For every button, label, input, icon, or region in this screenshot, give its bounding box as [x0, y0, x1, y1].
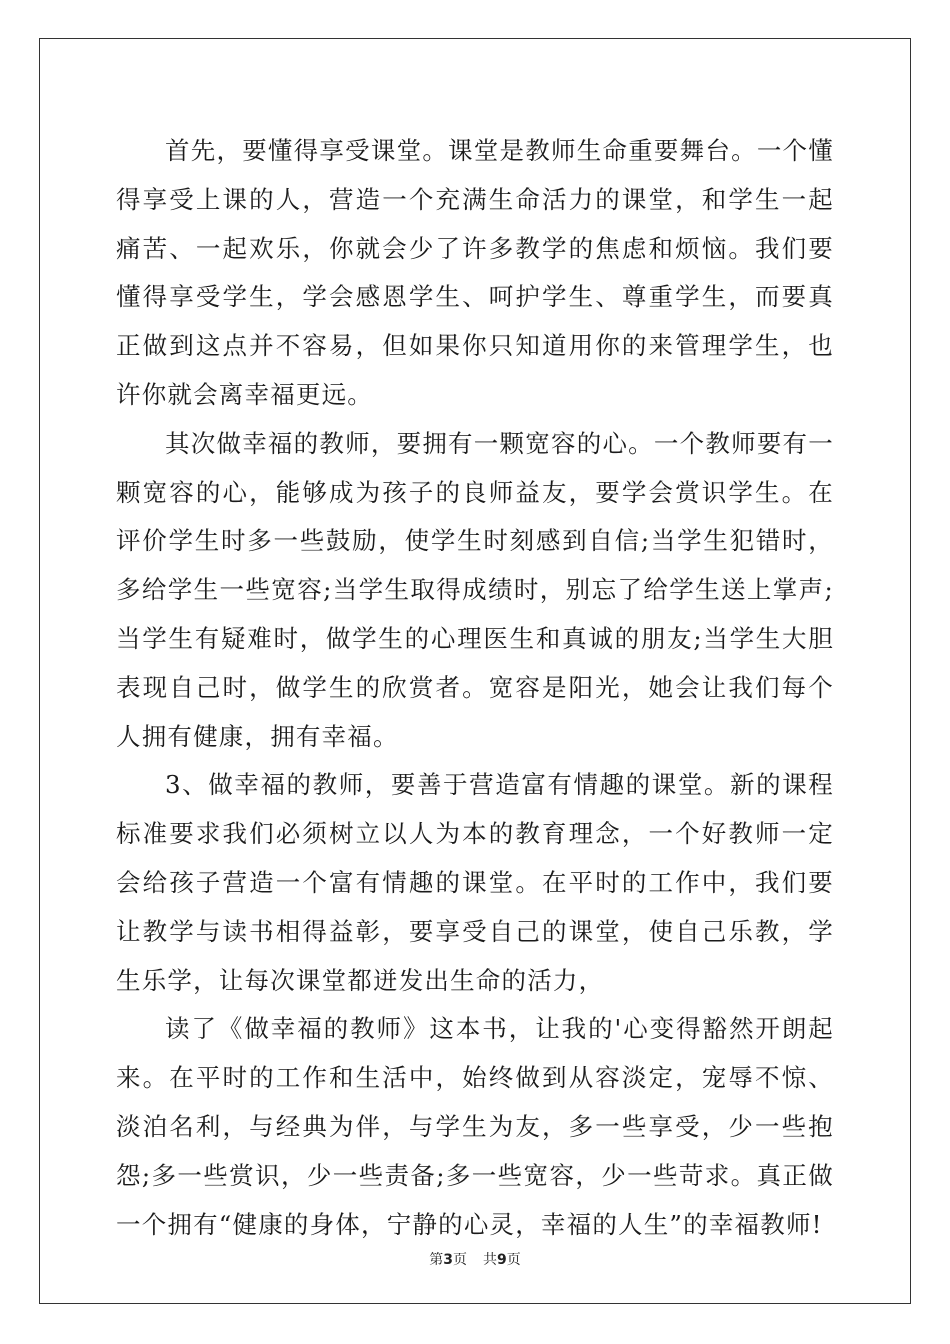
page-suffix: 页 [453, 1252, 467, 1268]
page-prefix: 第 [429, 1252, 444, 1268]
page-footer [0, 1249, 950, 1269]
current-page-number: 3 [443, 1252, 453, 1268]
total-pages-number: 9 [497, 1252, 507, 1268]
total-suffix: 页 [506, 1252, 521, 1268]
paragraph-1: 首先，要懂得享受课堂。课堂是教师生命重要舞台。一个懂得享受上课的人，营造一个充满生命活力的课堂，和学生一起痛苦、一起欢乐，你就会少了许多教学的焦虑和烦恼。我们要懂得享受学生，学会感恩学生、呵护学生、尊重学生，而要真正做到这点并不容易，但如果你只知道用你的来管理学生，也许你就会离幸福更远。 [116, 136, 834, 409]
paragraph-2: 其次做幸福的教师，要拥有一颗宽容的心。一个教师要有一颗宽容的心，能够成为孩子的良师益友，要学会赏识学生。在评价学生时多一些鼓励，使学生时刻感到自信;当学生犯错时，多给学生一些宽容;当学生取得成绩时，别忘了给学生送上掌声;当学生有疑难时，做学生的心理医生和真诚的朋友;当学生大胆表现自己时，做学生的欣赏者。宽容是阳光，她会让我们每个人拥有健康，拥有幸福。 [116, 428, 834, 751]
document-body [116, 127, 834, 1249]
paragraph-3: 3、做幸福的教师，要善于营造富有情趣的课堂。新的课程标准要求我们必须树立以人为本的教育理念，一个好教师一定会给孩子营造一个富有情趣的课堂。在平时的工作中，我们要让教学与读书相得益彰，要享受自己的课堂，使自己乐教，学生乐学，让每次课堂都迸发出生命的活力， [116, 770, 834, 995]
paragraph-4: 读了《做幸福的教师》这本书，让我的'心变得豁然开朗起来。在平时的工作和生活中，始终做到从容淡定，宠辱不惊、淡泊名利，与经典为伴，与学生为友，多一些享受，少一些抱怨;多一些赏识，少一些责备;多一些宽容，少一些苛求。真正做一个拥有“健康的身体，宁静的心灵，幸福的人生”的幸福教师! [116, 1014, 834, 1239]
total-prefix: 共 [483, 1252, 497, 1268]
